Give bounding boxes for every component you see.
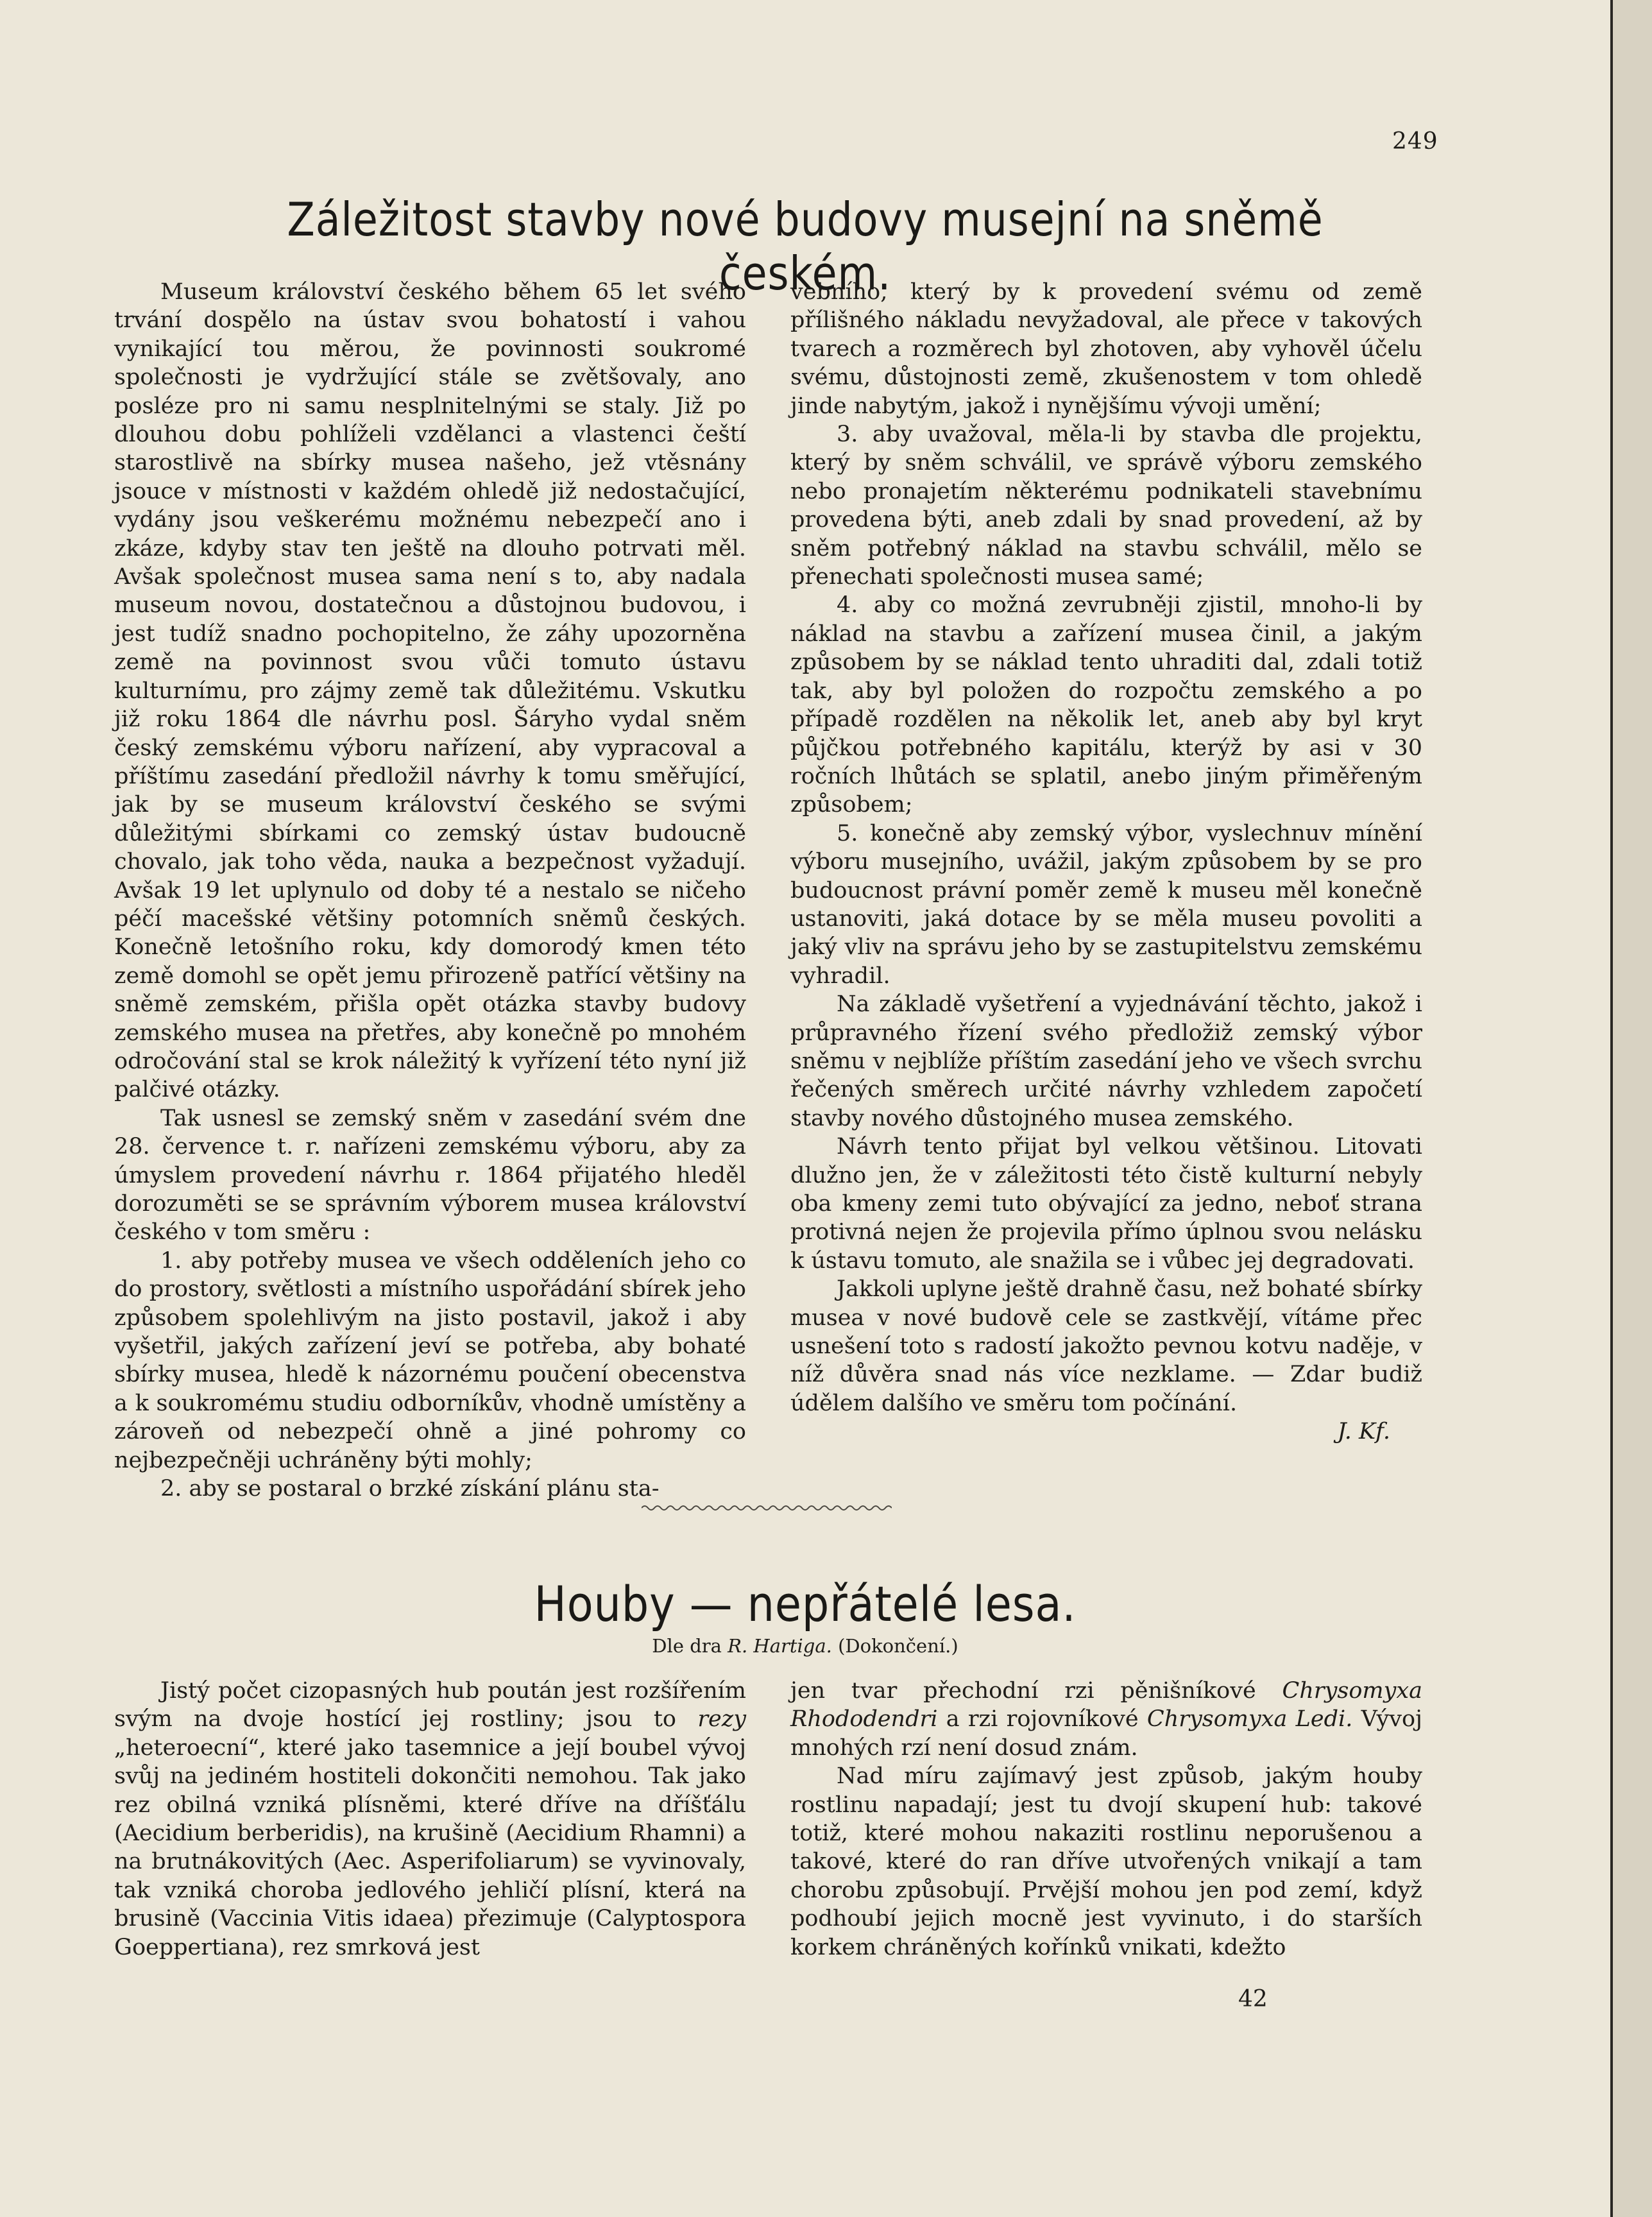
article-title: Houby — nepřátelé lesa. [534,1575,1077,1632]
text-run: „heteroecní“, které jako tasemnice a její boubel vývoj svůj na jediném hostiteli dokončiti nemohou. Tak jako rez obilná vzniká plísněmi, které dříve na dříšťálu (Aecidium berberidis), na krušině (Aecidium Rhamni) a na brutnákovitých (Aec. Asperifoliarum) se vyvinovaly, tak vzniká choroba jedlového jehličí plísní, která na brusině (Vaccinia Vitis idaea) přezimuje (Calyptospora Goeppertiana), rez smrková jest [114,1734,746,1960]
paragraph: Tak usnesl se zemský sněm v zasedání svém dne 28. července t. r. nařízeni zemskému výboru, aby za úmyslem provedení návrhu r. 1864 přijatého hleděl dorozuměti se se správním výborem musea království českého v tom směru : [114,1105,746,1245]
paragraph: Museum království českého během 65 let svého trvání dospělo na ústav svou bohatostí i vahou vynikající tou měrou, že povinnosti soukromé společnosti je vydržující stále se zvětšovaly, ano posléze pro ni samu nesplnitelnými se staly. Již po dlouhou dobu pohlíželi vzdělanci a vlastenci čeští starostlivě na sbírky musea našeho, jež vtěsnány jsouce v místnosti v každém ohledě již nedostačující, vydány jsou veškerému možnému nebezpečí ano i zkáze, kdyby stav ten ještě na dlouho potrvati měl. Avšak společnost musea sama není s to, aby nadala museum novou, dostatečnou a důstojnou budovou, i jest tudíž snadno pochopitelno, že záhy upozorněna země na povinnost svou vůči tomuto ústavu kulturnímu, pro zájmy země tak důležitému. Vskutku již roku 1864 dle návrhu posl. Šáryho vydal sněm český zemskému výboru nařízení, aby vypracoval a příštímu zasedání předložil návrhy k tomu směřující, jak by se museum království českého se svými důležitými sbírkami co zemský ústav budoucně chovalo, jak toho věda, nauka a bezpečnost vyžadují. Avšak 19 let uplynulo od doby té a nestalo se ničeho péčí macešské většiny potomních sněmů českých. Konečně letošního roku, kdy domorodý kmen této země domohl se opět jemu přirozeně patřící většiny na sněmě zemském, přišla opět otázka stavby budovy zemského musea na přetřes, aby konečně po mnohém odročování stal se krok náležitý k vyřízení této nyní již palčivé otázky. [114,279,746,1103]
term: Chrysomyxa Rhododendri [790,1678,1422,1733]
article2-column-left [114,1677,746,1962]
signature: J. Kf. [1337,1419,1390,1445]
paragraph: 4. aby co možná zevrubněji zjistil, mnoho-li by náklad na stavbu a zařízení musea činil, a jakým způsobem by se náklad tento uhraditi dal, zdali totiž tak, aby byl položen do rozpočtu zemského a po případě rozdělen na několik let, aneb aby byl kryt půjčkou potřebného kapitálu, kterýž by asi v 30 ročních lhůtách se splatil, anebo jiným přiměřeným způsobem; [790,592,1422,818]
article1-column-left [114,278,746,1503]
byline-suffix: (Dokončení.) [838,1635,958,1657]
term: rezy [697,1706,746,1733]
article1-column-right [790,278,1422,1446]
paragraph: Návrh tento přijat byl velkou většinou. Litovati dlužno jen, že v záležitosti této čistě kulturní nebyly oba kmeny zemi tuto obývající za jedno, neboť strana protivná nejen že projevila přímo úplnou svou nelásku k ústavu tomuto, ale snažila se i vůbec jej degradovati. [790,1134,1422,1274]
paragraph: Na základě vyšetření a vyjednávání těchto, jakož i průpravného řízení svého předložiž zemský výbor sněmu v nejblíže příštím zasedání jeho ve všech svrchu řečených směrech určité návrhy vzhledem započetí stavby nového důstojného musea zemského. [790,991,1422,1131]
paragraph: vebního, který by k provedení svému od země přílišného nákladu nevyžadoval, ale přece v takových tvarech a rozměrech byl zhotoven, aby vyhověl účelu svému, důstojnosti země, zkušenostem v tom ohledě jinde nabytým, jakož i nynějšímu vývoji umění; [790,279,1422,419]
paragraph [790,1677,1422,1762]
byline-author: R. Hartiga. [728,1635,832,1657]
byline [115,1635,1495,1657]
term: Chrysomyxa Ledi. [1146,1706,1353,1733]
text-run: Jistý počet cizopasných hub poután jest rozšířením svým na dvoje hostící jej rostliny; jsou to [114,1678,746,1733]
paragraph: 2. aby se postaral o brzké získání plánu sta- [160,1476,660,1502]
byline-prefix: Dle dra [652,1635,722,1657]
paragraph: 5. konečně aby zemský výbor, vyslechnuv mínění výboru musejního, uvážil, jakým způsobem by se pro budoucnost právní poměr země k museu měl konečně ustanoviti, jaká dotace by se měla museu povoliti a jaký vliv na správu jeho by se zastupitelstvu zemskému vyhradil. [790,820,1422,989]
paragraph: 3. aby uvažoval, měla-li by stavba dle projektu, který by sněm schválil, ve správě výboru zemského nebo pronajetím některému podnikateli stavebnímu provedena býti, aneb zdali by snad provedení, až by sněm potřebný náklad na stavbu schválil, mělo se přenechati společnosti musea samé; [790,422,1422,590]
article2-column-right [790,1677,1422,1962]
text-run: a rzi rojovníkové [946,1706,1139,1733]
paragraph: 1. aby potřeby musea ve všech odděleních jeho co do prostory, světlosti a místního uspořádání sbírek jeho způsobem spolehlivým na jisto postavil, jakož i aby vyšetřil, jakých zařízení jeví se potřeba, aby bohaté sbírky musea, hledě k názornému poučení obecenstva a k soukromému studiu odborníkův, vhodně umístěny a zároveň od nebezpečí ohně a jiné pohromy co nejbezpečněji uchráněny býti mohly; [114,1247,746,1473]
paragraph [114,1677,746,1962]
paragraph: Jakkoli uplyne ještě drahně času, než bohaté sbírky musea v nové budově cele se zastkvějí, vítáme přec usnešení toto s radostí jakožto pevnou kotvu naděje, v níž důvěra snad nás více nezklame. — Zdar budiž údělem dalšího ve směru tom počínání. [790,1276,1422,1416]
wavy-divider [642,1502,892,1514]
text-run: Vývoj mnohých rzí není dosud znám. [790,1706,1422,1761]
page-number: 249 [1392,128,1438,155]
text-run: jen tvar přechodní rzi pěnišníkové [790,1678,1256,1704]
paragraph: Nad míru zajímavý jest způsob, jakým houby rostlinu napadají; jest tu dvojí skupení hub: takové totiž, které mohou nakaziti rostlinu neporušenou a takové, které do ran dříve utvořených vnikají a tam chorobu způsobují. Prvější mohou jen pod zemí, když podhoubí jejich mocně jest vyvinuto, i do starších korkem chráněných kořínků vnikati, kdežto [790,1763,1422,1960]
article-title: Záležitost stavby nové budovy musejní na sněmě českém. [287,193,1324,300]
sheet-signature: 42 [1238,1986,1268,2012]
page-edge [1613,0,1652,2217]
